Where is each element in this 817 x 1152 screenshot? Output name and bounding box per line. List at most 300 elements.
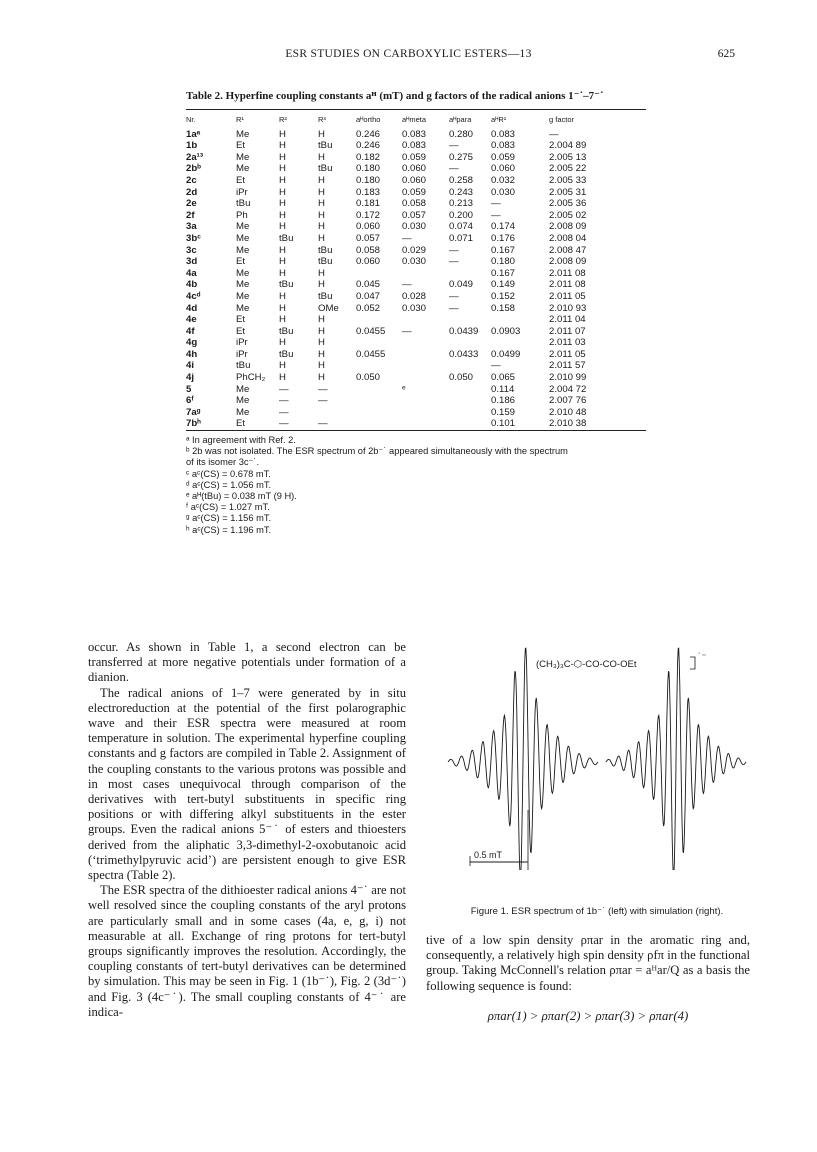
cell-r3: H	[318, 221, 325, 233]
cell-nr: 4cᵈ	[186, 290, 201, 302]
cell-a-para: 0.071	[449, 232, 474, 244]
cell-r1: Ph	[236, 209, 248, 221]
left-column-text	[88, 640, 406, 1020]
cell-r1: Me	[236, 406, 250, 418]
cell-r1: Me	[236, 383, 250, 395]
cell-nr: 4g	[186, 337, 198, 349]
cell-a-ortho: 0.0455	[356, 325, 386, 337]
cell-a-ortho	[356, 360, 402, 372]
cell-a-meta: 0.030	[402, 221, 427, 233]
table-row	[186, 233, 646, 245]
cell-r2: tBu	[279, 279, 294, 291]
cell-a-ortho: 0.182	[356, 151, 381, 163]
cell-r1: Me	[236, 290, 250, 302]
cell-a-r1: 0.083	[491, 128, 516, 140]
table-row	[186, 326, 646, 338]
cell-a-r1: 0.174	[491, 221, 516, 233]
cell-a-r1: 0.167	[491, 267, 516, 279]
cell-a-ortho	[356, 384, 402, 396]
cell-a-ortho: 0.060	[356, 221, 381, 233]
cell-a-ortho	[356, 418, 402, 430]
cell-a-para	[449, 418, 491, 430]
cell-a-r1: 0.032	[491, 174, 516, 186]
column-header-nr: Nr.	[186, 115, 196, 124]
cell-r2: H	[279, 372, 286, 384]
cell-r1: Et	[236, 140, 246, 152]
cell-a-meta: 0.060	[402, 163, 427, 175]
page-number: 625	[717, 48, 735, 60]
cell-r2: H	[279, 256, 286, 268]
footnote: ᵃ In agreement with Ref. 2.	[186, 435, 296, 446]
cell-a-para: —	[449, 290, 459, 302]
cell-r3: H	[318, 372, 325, 384]
cell-r3: H	[318, 325, 325, 337]
running-title: ESR STUDIES ON CARBOXYLIC ESTERS—13	[285, 48, 532, 60]
cell-r1: Me	[236, 128, 250, 140]
cell-r3: H	[318, 198, 325, 210]
cell-r2: tBu	[279, 348, 294, 360]
cell-r2: H	[279, 221, 286, 233]
cell-r3: H	[318, 209, 325, 221]
right-column-text	[426, 933, 750, 994]
cell-r2: H	[279, 198, 286, 210]
table-row	[186, 140, 646, 152]
cell-nr: 7bʰ	[186, 418, 201, 430]
cell-nr: 2e	[186, 198, 197, 210]
cell-a-ortho: 0.180	[356, 163, 381, 175]
cell-a-para: 0.258	[449, 174, 474, 186]
cell-a-meta: 0.030	[402, 302, 427, 314]
cell-nr: 4j	[186, 372, 195, 384]
cell-nr: 7aᵍ	[186, 406, 201, 418]
cell-a-ortho	[356, 407, 402, 419]
cell-r3: tBu	[318, 256, 333, 268]
cell-r3	[318, 407, 356, 419]
cell-a-ortho	[356, 337, 402, 349]
cell-nr: 2bᵇ	[186, 163, 201, 175]
cell-a-r1: 0.060	[491, 163, 516, 175]
footnote: ᵍ aᶜ(CS) = 1.156 mT.	[186, 513, 272, 524]
scale-bar-label: 0.5 mT	[474, 850, 503, 860]
cell-a-meta: —	[402, 325, 412, 337]
cell-nr: 4d	[186, 302, 198, 314]
cell-a-r1: 0.176	[491, 232, 516, 244]
cell-a-r1: —	[491, 198, 501, 210]
cell-r3: H	[318, 186, 325, 198]
cell-a-para: —	[449, 244, 459, 256]
cell-r1: Et	[236, 314, 246, 326]
cell-r2: —	[279, 383, 289, 395]
cell-a-r1: 0.0499	[491, 348, 521, 360]
cell-a-ortho	[356, 395, 402, 407]
cell-r1: iPr	[236, 186, 248, 198]
footnote: ʰ aᶜ(CS) = 1.196 mT.	[186, 524, 272, 535]
cell-r1: Me	[236, 302, 250, 314]
cell-r3: H	[318, 128, 325, 140]
cell-a-meta	[402, 407, 449, 419]
cell-r2: tBu	[279, 325, 294, 337]
cell-g-factor: 2.005 02	[549, 209, 587, 221]
table-row	[186, 314, 646, 326]
running-head	[0, 48, 817, 66]
cell-a-ortho: 0.057	[356, 232, 381, 244]
cell-a-r1: 0.065	[491, 372, 516, 384]
cell-r2: H	[279, 360, 286, 372]
cell-a-meta	[402, 418, 449, 430]
cell-r1: Me	[236, 395, 250, 407]
table-caption-label: Table 2.	[186, 90, 223, 102]
cell-a-r1: 0.101	[491, 418, 516, 430]
figure-charge: ˙⁻	[698, 652, 707, 663]
cell-a-meta: ᵉ	[402, 383, 406, 395]
table-row	[186, 372, 646, 384]
cell-a-r1	[491, 337, 549, 349]
cell-r1: Me	[236, 244, 250, 256]
cell-r2: —	[279, 395, 289, 407]
footnote: ᶠ aᶜ(CS) = 1.027 mT.	[186, 502, 270, 513]
cell-a-r1: 0.083	[491, 140, 516, 152]
cell-a-meta: 0.060	[402, 174, 427, 186]
footnote: ᶜ aᶜ(CS) = 0.678 mT.	[186, 468, 271, 479]
cell-r1: tBu	[236, 198, 251, 210]
cell-r3: H	[318, 232, 325, 244]
table-row	[186, 360, 646, 372]
cell-r1: Me	[236, 267, 250, 279]
cell-a-ortho: 0.181	[356, 198, 381, 210]
cell-a-para: 0.200	[449, 209, 474, 221]
table-row	[186, 198, 646, 210]
cell-a-ortho: 0.246	[356, 128, 381, 140]
cell-a-para	[449, 337, 491, 349]
cell-g-factor: 2.011 07	[549, 325, 586, 337]
table-row	[186, 349, 646, 361]
cell-g-factor: 2.011 08	[549, 267, 586, 279]
cell-a-r1: 0.030	[491, 186, 516, 198]
cell-g-factor: 2.011 08	[549, 279, 586, 291]
spin-density-sequence: ρπar(1) > ρπar(2) > ρπar(3) > ρπar(4)	[487, 1009, 689, 1023]
cell-a-r1: 0.167	[491, 244, 516, 256]
cell-a-para: 0.0433	[449, 348, 479, 360]
paragraph-1: occur. As shown in Table 1, a second electron can be transferred at more negative potentials under formation of a dianion.	[88, 640, 406, 685]
cell-nr: 6ᶠ	[186, 395, 194, 407]
paragraph-2: The radical anions of 1–7 were generated by in situ electroreduction at the potential of the first polarographic wave and their ESR spectra were measured at room temperature in solution. The experimental hyperfine coupling constants and g factors are compiled in Table 2. Assignment of the coupling constants to the various protons was possible and in most cases unequivocal through comparison of the derivatives with tert-butyl substituents in specific ring positions or with differing alkyl substituents in the ester groups. Even the radical anions 5⁻˙ of esters and thioesters derived from the aliphatic 3,3-dimethyl-2-oxobutanoic acid (‘trimethylpyruvic acid’) are persistent enough to give ESR spectra (Table 2).	[88, 685, 406, 883]
cell-a-ortho: 0.052	[356, 302, 381, 314]
cell-a-para: —	[449, 302, 459, 314]
cell-g-factor: 2.010 93	[549, 302, 587, 314]
table-footnotes	[186, 435, 646, 536]
cell-a-ortho: 0.050	[356, 372, 381, 384]
cell-a-r1: 0.114	[491, 383, 515, 395]
cell-a-para: 0.280	[449, 128, 474, 140]
cell-r2: H	[279, 151, 286, 163]
cell-a-ortho: 0.172	[356, 209, 381, 221]
cell-nr: 4a	[186, 267, 197, 279]
cell-g-factor: 2.011 04	[549, 314, 586, 326]
table-row	[186, 175, 646, 187]
experimental-spectrum	[448, 648, 598, 870]
cell-a-r1: 0.149	[491, 279, 516, 291]
right-paragraph-1: tive of a low spin density ρπar in the aromatic ring and, consequently, a relatively high spin density ρfπ in the functional group. Taking McConnell's relation ρπar = aᴴar/Q as a basis the following sequence is found:	[426, 933, 750, 993]
cell-a-r1: —	[491, 360, 501, 372]
column-header-r2: R²	[279, 115, 287, 124]
table-row	[186, 291, 646, 303]
cell-a-para: —	[449, 256, 459, 268]
cell-r2: tBu	[279, 232, 294, 244]
cell-a-meta: 0.029	[402, 244, 427, 256]
coupling-table	[186, 110, 646, 430]
cell-a-meta	[402, 349, 449, 361]
cell-nr: 3c	[186, 244, 197, 256]
cell-g-factor: 2.005 33	[549, 174, 587, 186]
cell-a-r1	[491, 314, 549, 326]
cell-r3: tBu	[318, 290, 333, 302]
cell-r3: H	[318, 337, 325, 349]
cell-a-meta: 0.058	[402, 198, 427, 210]
cell-a-ortho: 0.246	[356, 140, 381, 152]
cell-a-meta: 0.083	[402, 140, 427, 152]
paragraph-3: The ESR spectra of the dithioester radical anions 4⁻˙ are not well resolved since the coupling constants of the aryl protons are particularly small and in some cases (4a, e, g, i) not measurable at all. Exchange of ring protons for tert-butyl groups significantly improves the resolution. Accordingly, the coupling constants of tert-butyl derivatives can be determined by simulation. This may be seen in Fig. 1 (1b⁻˙), Fig. 2 (3d⁻˙) and Fig. 3 (4c⁻˙). The small coupling constants of 4⁻˙ are indica-	[88, 883, 406, 1019]
cell-a-meta	[402, 314, 449, 326]
cell-a-ortho: 0.047	[356, 290, 381, 302]
column-header-a-meta: aᴴmeta	[402, 115, 427, 124]
cell-r1: Me	[236, 232, 250, 244]
cell-nr: 1b	[186, 140, 198, 152]
cell-g-factor: 2.008 09	[549, 256, 587, 268]
cell-nr: 4i	[186, 360, 195, 372]
cell-nr: 2f	[186, 209, 195, 221]
cell-r3: H	[318, 314, 325, 326]
cell-a-meta: 0.057	[402, 209, 427, 221]
cell-a-ortho	[356, 268, 402, 280]
cell-r2: —	[279, 406, 289, 418]
cell-r1: Et	[236, 325, 246, 337]
cell-a-r1: 0.186	[491, 395, 516, 407]
cell-a-meta	[402, 337, 449, 349]
cell-a-para	[449, 395, 491, 407]
table-row	[186, 384, 646, 396]
cell-r3: H	[318, 151, 325, 163]
cell-a-para	[449, 384, 491, 396]
cell-r2: H	[279, 302, 286, 314]
cell-nr: 4b	[186, 279, 198, 291]
cell-a-para	[449, 268, 491, 280]
cell-a-ortho: 0.060	[356, 256, 381, 268]
cell-a-r1: 0.0903	[491, 325, 521, 337]
cell-a-meta	[402, 395, 449, 407]
table-row	[186, 210, 646, 222]
cell-g-factor: 2.005 13	[549, 151, 587, 163]
cell-r3: H	[318, 348, 325, 360]
cell-a-para	[449, 314, 491, 326]
cell-nr: 4h	[186, 348, 198, 360]
cell-r1: Me	[236, 163, 250, 175]
cell-g-factor: 2.011 05	[549, 348, 586, 360]
column-header-r3: R³	[318, 115, 326, 124]
column-header-g-factor: g factor	[549, 115, 575, 124]
cell-a-meta: 0.028	[402, 290, 427, 302]
cell-g-factor: 2.005 31	[549, 186, 587, 198]
cell-g-factor: 2.011 05	[549, 290, 586, 302]
cell-r3: H	[318, 279, 325, 291]
charge-bracket	[690, 657, 695, 669]
footnote: ᵈ aᶜ(CS) = 1.056 mT.	[186, 479, 272, 490]
cell-r3: tBu	[318, 244, 333, 256]
cell-r1: Et	[236, 174, 246, 186]
column-header-a-ortho: aᴴortho	[356, 115, 381, 124]
figure-caption: Figure 1. ESR spectrum of 1b⁻˙ (left) with simulation (right).	[470, 906, 724, 917]
esr-spectrum-figure	[446, 630, 748, 870]
cell-nr: 3bᶜ	[186, 232, 201, 244]
cell-nr: 3d	[186, 256, 198, 268]
cell-a-para	[449, 407, 491, 419]
cell-r3: H	[318, 267, 325, 279]
cell-r1: tBu	[236, 360, 251, 372]
cell-a-para: —	[449, 140, 459, 152]
cell-a-meta: 0.059	[402, 186, 427, 198]
cell-r3: —	[318, 395, 328, 407]
cell-a-meta	[402, 268, 449, 280]
cell-a-meta	[402, 360, 449, 372]
cell-a-para: 0.275	[449, 151, 474, 163]
table-row	[186, 268, 646, 280]
cell-r3: H	[318, 174, 325, 186]
cell-a-para: —	[449, 163, 459, 175]
cell-r2: H	[279, 128, 286, 140]
cell-g-factor: 2.005 22	[549, 163, 587, 175]
table-row	[186, 245, 646, 257]
cell-g-factor: 2.007 76	[549, 395, 587, 407]
cell-r3: tBu	[318, 163, 333, 175]
figure-formula: (CH₃)₃C-⬡-CO-CO-OEt	[536, 659, 637, 670]
cell-g-factor: 2.008 09	[549, 221, 587, 233]
cell-a-ortho: 0.045	[356, 279, 381, 291]
cell-g-factor: 2.004 89	[549, 140, 587, 152]
cell-a-meta: 0.059	[402, 151, 427, 163]
cell-r3: H	[318, 360, 325, 372]
cell-g-factor: 2.005 36	[549, 198, 587, 210]
cell-a-para: 0.050	[449, 372, 474, 384]
cell-a-r1: —	[491, 209, 501, 221]
table-row	[186, 256, 646, 268]
table-row	[186, 279, 646, 291]
cell-r2: H	[279, 209, 286, 221]
cell-a-r1: 0.158	[491, 302, 516, 314]
cell-a-meta: 0.030	[402, 256, 427, 268]
table-row	[186, 337, 646, 349]
table-row	[186, 303, 646, 315]
cell-r1: Me	[236, 151, 250, 163]
cell-nr: 4f	[186, 325, 195, 337]
cell-r1: iPr	[236, 337, 248, 349]
cell-a-r1: 0.180	[491, 256, 516, 268]
table-caption	[186, 90, 646, 103]
cell-r2: H	[279, 290, 286, 302]
table-row	[186, 129, 646, 141]
footnote: ᵇ 2b was not isolated. The ESR spectrum of 2b⁻˙ appeared simultaneously with the spectrum	[186, 446, 568, 457]
cell-nr: 2a¹³	[186, 151, 204, 163]
table-row	[186, 187, 646, 199]
column-header-a-para: aᴴpara	[449, 115, 472, 124]
cell-r1: Et	[236, 418, 246, 430]
cell-a-meta	[402, 372, 449, 384]
cell-nr: 1aᵃ	[186, 128, 201, 140]
cell-nr: 4e	[186, 314, 197, 326]
cell-a-meta: 0.083	[402, 128, 427, 140]
cell-a-para: 0.074	[449, 221, 474, 233]
cell-r1: Me	[236, 279, 250, 291]
cell-r2: —	[279, 418, 289, 430]
cell-r3: tBu	[318, 140, 333, 152]
table-row	[186, 418, 646, 430]
cell-r2: H	[279, 140, 286, 152]
cell-a-ortho: 0.058	[356, 244, 381, 256]
cell-g-factor: —	[549, 128, 559, 140]
cell-a-r1: 0.152	[491, 290, 516, 302]
cell-g-factor: 2.004 72	[549, 383, 587, 395]
cell-g-factor: 2.011 57	[549, 360, 586, 372]
cell-a-para: 0.213	[449, 198, 474, 210]
table-bottom-rule	[186, 430, 646, 431]
footnote: ᵉ aᴴ(tBu) = 0.038 mT (9 H).	[186, 491, 297, 502]
table-row	[186, 395, 646, 407]
cell-g-factor: 2.008 47	[549, 244, 587, 256]
column-header-r1: R¹	[236, 115, 244, 124]
cell-r1: PhCH₂	[236, 372, 266, 384]
table-header-row	[186, 110, 646, 129]
cell-r2: H	[279, 186, 286, 198]
cell-g-factor: 2.010 99	[549, 372, 587, 384]
footnote: of its isomer 3c⁻˙.	[186, 457, 260, 468]
cell-r1: Me	[236, 221, 250, 233]
cell-r2: H	[279, 174, 286, 186]
cell-r2: H	[279, 244, 286, 256]
cell-a-para: 0.049	[449, 279, 474, 291]
cell-a-meta: —	[402, 232, 412, 244]
cell-nr: 3a	[186, 221, 197, 233]
cell-a-ortho	[356, 314, 402, 326]
table-row	[186, 152, 646, 164]
column-header-a-r1: aᴴR¹	[491, 115, 507, 124]
cell-a-meta: —	[402, 279, 412, 291]
cell-r3: OMe	[318, 302, 339, 314]
cell-r3: —	[318, 418, 328, 430]
cell-r2: H	[279, 337, 286, 349]
table-body	[186, 129, 646, 430]
cell-r1: iPr	[236, 348, 248, 360]
cell-g-factor: 2.010 48	[549, 406, 587, 418]
cell-r1: Et	[236, 256, 246, 268]
simulated-spectrum	[606, 648, 746, 870]
cell-nr: 2c	[186, 174, 197, 186]
table-row	[186, 407, 646, 419]
table-caption-text: Hyperfine coupling constants aᴴ (mT) and g factors of the radical anions 1⁻˙–7⁻˙	[225, 90, 604, 102]
cell-a-para: 0.0439	[449, 325, 479, 337]
cell-a-ortho: 0.0455	[356, 348, 386, 360]
cell-r3: —	[318, 383, 328, 395]
cell-a-r1: 0.059	[491, 151, 516, 163]
cell-g-factor: 2.011 03	[549, 337, 586, 349]
cell-a-ortho: 0.180	[356, 174, 381, 186]
cell-r2: H	[279, 314, 286, 326]
table-row	[186, 163, 646, 175]
cell-g-factor: 2.010 38	[549, 418, 587, 430]
table-row	[186, 221, 646, 233]
cell-a-para	[449, 360, 491, 372]
cell-a-para: 0.243	[449, 186, 474, 198]
cell-nr: 5	[186, 383, 192, 395]
cell-a-r1: 0.159	[491, 406, 516, 418]
cell-nr: 2d	[186, 186, 198, 198]
